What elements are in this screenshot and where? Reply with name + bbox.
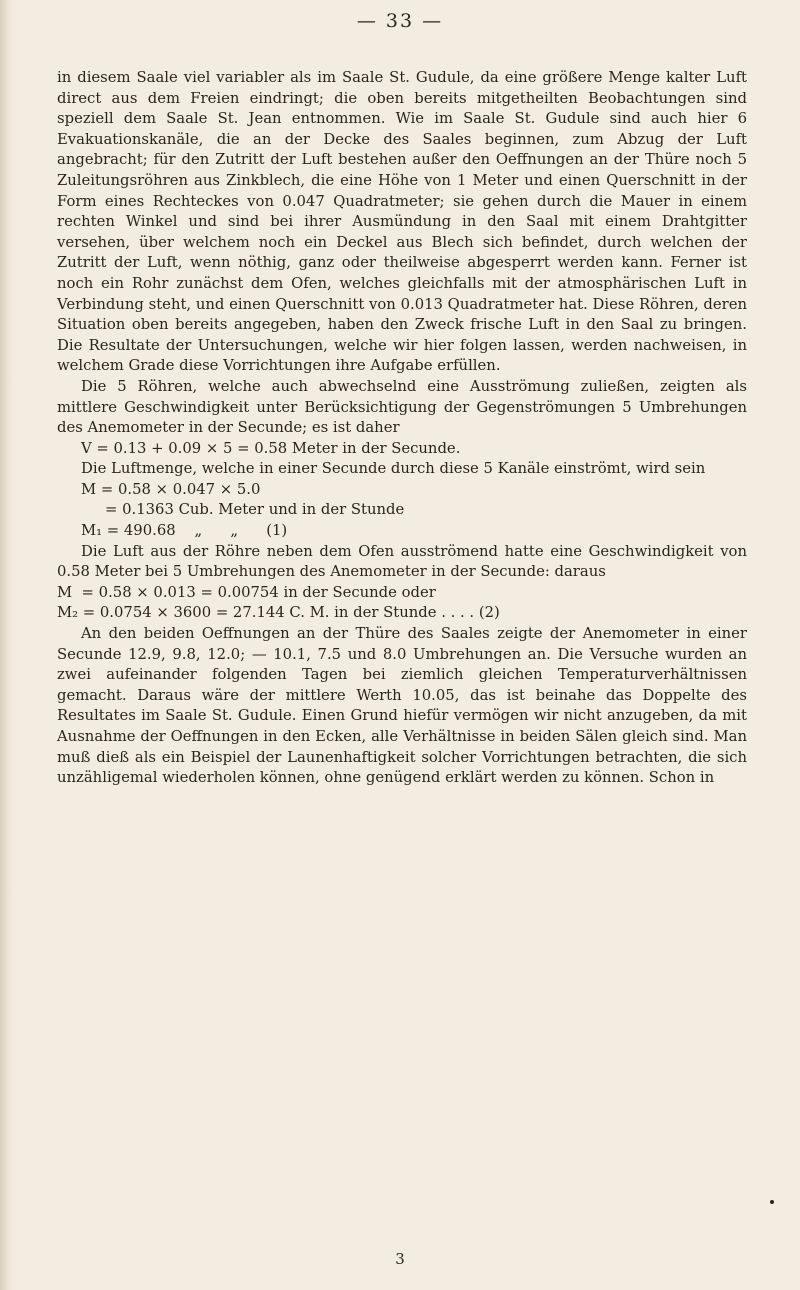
page-number: — 33 — (356, 10, 444, 32)
signature-mark: 3 (395, 1250, 405, 1268)
formula-m-secunde: M = 0.58 × 0.013 = 0.00754 in der Secunde oder (57, 583, 436, 601)
formula-m-result: = 0.1363 Cub. Meter und in der Stunde (105, 501, 405, 519)
formula-m: M = 0.58 × 0.047 × 5.0 (81, 480, 261, 498)
formula-m2: M₂ = 0.0754 × 3600 = 27.144 C. M. in der Stunde . . . . (2) (57, 604, 500, 622)
formula-velocity: V = 0.13 + 0.09 × 5 = 0.58 Meter in der Secunde. (81, 439, 461, 457)
body-text (57, 68, 747, 789)
paragraph-3: Die Luftmenge, welche in einer Secunde durch diese 5 Kanäle einströmt, wird sein (81, 460, 706, 478)
paragraph-1: in diesem Saale viel variabler als im Saale St. Gudule, da eine größere Menge kalter Luft direct aus dem Freien eindringt; die oben bereits mitgetheilten Beobachtungen sind speziell dem Saale St. Jean entnommen. Wie im Saale St. Gudule sind auch hier 6 Evakuationskanäle, die an der Decke des Saales beginnen, zum Abzug der Luft angebracht; für den Zutritt der Luft bestehen außer den Oeffnungen an der Thüre noch 5 Zuleitungsröhren aus Zinkblech, die eine Höhe von 1 Meter und einen Querschnitt in der Form eines Rechteckes von 0.047 Quadratmeter; sie gehen durch die Mauer in einem rechten Winkel und sind bei ihrer Ausmündung in den Saal mit einem Drahtgitter versehen, über welchem noch ein Deckel aus Blech sich befindet, durch welchen der Zutritt der Luft, wenn nöthig, ganz oder theilweise abgesperrt werden kann. Ferner ist noch ein Rohr zunächst dem Ofen, welches gleichfalls mit der atmosphärischen Luft in Verbindung steht, und einen Querschnitt von 0.013 Quadratmeter hat. Diese Röhren, deren Situation oben bereits angegeben, haben den Zweck frische Luft in den Saal zu bringen. Die Resultate der Untersuchungen, welche wir hier folgen lassen, werden nachweisen, in welchem Grade diese Vorrichtungen ihre Aufgabe erfüllen. (57, 69, 747, 375)
paragraph-2: Die 5 Röhren, welche auch abwechselnd eine Ausströmung zuließen, zeigten als mittlere Geschwindigkeit unter Berücksichtigung der Gegenströmungen 5 Umbrehungen des Anemometer in der Secunde; es ist daher (57, 377, 747, 437)
margin-mark (770, 1200, 774, 1204)
page-edge (0, 0, 14, 1290)
paragraph-4: Die Luft aus der Röhre neben dem Ofen ausströmend hatte eine Geschwindigkeit von 0.58 Meter bei 5 Umbrehungen des Anemometer in der Secunde: daraus (57, 542, 747, 581)
formula-m1: M₁ = 490.68 „ „ (1) (81, 522, 288, 540)
paragraph-5: An den beiden Oeffnungen an der Thüre des Saales zeigte der Anemometer in einer Secunde 12.9, 9.8, 12.0; — 10.1, 7.5 und 8.0 Umbrehungen an. Die Versuche wurden an zwei aufeinander folgenden Tagen bei ziemlich gleichen Temperaturverhältnissen gemacht. Daraus wäre der mittlere Werth 10.05, das ist beinahe das Doppelte des Resultates im Saale St. Gudule. Einen Grund hiefür vermögen wir nicht anzugeben, da mit Ausnahme der Oeffnungen in den Ecken, alle Verhältnisse in beiden Sälen gleich sind. Man muß dieß als ein Beispiel der Launenhaftigkeit solcher Vorrichtungen betrachten, die sich unzähligemal wiederholen können, ohne genügend erklärt werden zu können. Schon in (57, 625, 747, 787)
